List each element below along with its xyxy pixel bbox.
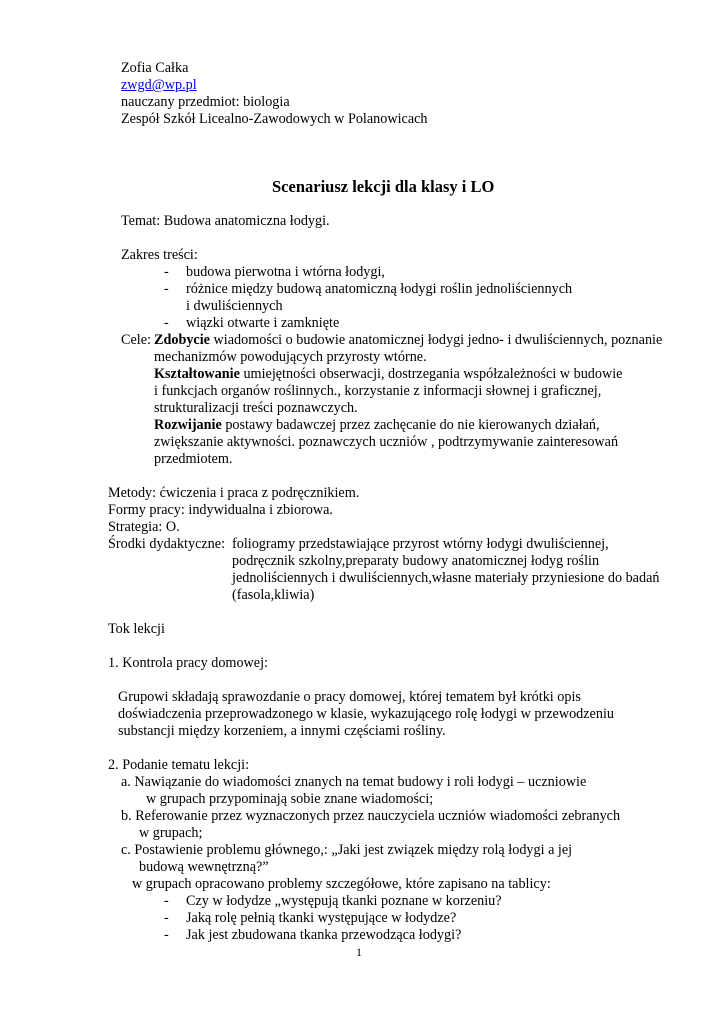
section-1-paragraph: substancji między korzeniem, a innymi częściami rośliny. <box>118 723 446 739</box>
scope-dash: - <box>164 264 169 280</box>
subject-line: nauczany przedmiot: biologia <box>121 94 290 110</box>
question-dash: - <box>164 893 169 909</box>
point-b: b. Referowanie przez wyznaczonych przez nauczyciela uczniów wiadomości zebranych <box>121 808 621 824</box>
goal-3-cont: przedmiotem. <box>154 451 233 467</box>
goal-1 <box>154 332 662 349</box>
scope-dash: - <box>164 315 169 331</box>
point-c-cont: w grupach opracowano problemy szczegółowe, które zapisano na tablicy: <box>132 876 551 892</box>
goal-3 <box>154 417 600 434</box>
goal-2-keyword: Kształtowanie <box>154 366 240 382</box>
scope-item: wiązki otwarte i zamknięte <box>186 315 340 331</box>
scope-item: budowa pierwotna i wtórna łodygi, <box>186 264 385 280</box>
scope-item: różnice między budową anatomiczną łodygi roślin jednoliściennych <box>186 281 573 297</box>
section-1-title: 1. Kontrola pracy domowej: <box>108 655 268 671</box>
scope-dash: - <box>164 281 169 297</box>
goal-2-text: umiejętności obserwacji, dostrzegania współzależności w budowie <box>239 366 623 382</box>
point-a-cont: w grupach przypominają sobie znane wiadomości; <box>146 791 434 807</box>
goal-1-keyword: Zdobycie <box>154 332 210 348</box>
point-b-cont: w grupach; <box>139 825 203 841</box>
goal-3-keyword: Rozwijanie <box>154 417 222 433</box>
means-label: Środki dydaktyczne: <box>108 536 226 552</box>
means-text: foliogramy przedstawiające przyrost wtórny łodygi dwuliściennej, <box>232 536 609 552</box>
school-name: Zespół Szkół Licealno-Zawodowych w Polanowicach <box>121 111 428 127</box>
work-forms-line: Formy pracy: indywidualna i zbiorowa. <box>108 502 333 518</box>
goal-3-cont: zwiększanie aktywności. poznawczych uczniów , podtrzymywanie zainteresowań <box>154 434 619 450</box>
question-item: Jak jest zbudowana tkanka przewodząca łodygi? <box>186 927 462 943</box>
goal-1-text: wiadomości o budowie anatomicznej łodygi jedno- i dwuliściennych, poznanie <box>209 332 663 348</box>
means-text: podręcznik szkolny,preparaty budowy anatomicznej łodyg roślin <box>232 553 600 569</box>
point-c-cont: budową wewnętrzną?” <box>139 859 269 875</box>
point-a: a. Nawiązanie do wiadomości znanych na temat budowy i roli łodygi – uczniowie <box>121 774 587 790</box>
section-1-paragraph: doświadczenia przeprowadzonego w klasie, wykazującego rolę łodygi w przewodzeniu <box>118 706 614 722</box>
goal-2 <box>154 366 622 383</box>
lesson-heading: Tok lekcji <box>108 621 165 637</box>
goals-label: Cele: <box>121 332 151 348</box>
question-item: Jaką rolę pełnią tkanki występujące w łodydze? <box>186 910 457 926</box>
means-text: (fasola,kliwia) <box>232 587 315 603</box>
scope-label: Zakres treści: <box>121 247 198 263</box>
goal-1-cont: mechanizmów powodujących przyrosty wtórne. <box>154 349 427 365</box>
goal-2-cont: strukturalizacji treści poznawczych. <box>154 400 358 416</box>
section-1-paragraph: Grupowi składają sprawozdanie o pracy domowej, której tematem był krótki opis <box>118 689 581 705</box>
goal-2-cont: i funkcjach organów roślinnych., korzystanie z informacji słownej i graficznej, <box>154 383 602 399</box>
author-name: Zofia Całka <box>121 60 189 76</box>
question-dash: - <box>164 910 169 926</box>
goal-3-text: postawy badawczej przez zachęcanie do nie kierowanych działań, <box>221 417 600 433</box>
methods-line: Metody: ćwiczenia i praca z podręcznikiem. <box>108 485 360 501</box>
strategy-line: Strategia: O. <box>108 519 180 535</box>
scope-item: i dwuliściennych <box>186 298 283 314</box>
lesson-topic: Temat: Budowa anatomiczna łodygi. <box>121 213 330 229</box>
means-text: jednoliściennych i dwuliściennych,własne materiały przyniesione do badań <box>232 570 660 586</box>
section-2-title: 2. Podanie tematu lekcji: <box>108 757 250 773</box>
question-item: Czy w łodydze „występują tkanki poznane w korzeniu? <box>186 893 502 909</box>
point-c: c. Postawienie problemu głównego,: „Jaki jest związek między rolą łodygi a jej <box>121 842 573 858</box>
document-title: Scenariusz lekcji dla klasy i LO <box>272 177 495 196</box>
question-dash: - <box>164 927 169 943</box>
page-number: 1 <box>356 945 362 959</box>
author-email-link[interactable]: zwgd@wp.pl <box>121 77 197 93</box>
